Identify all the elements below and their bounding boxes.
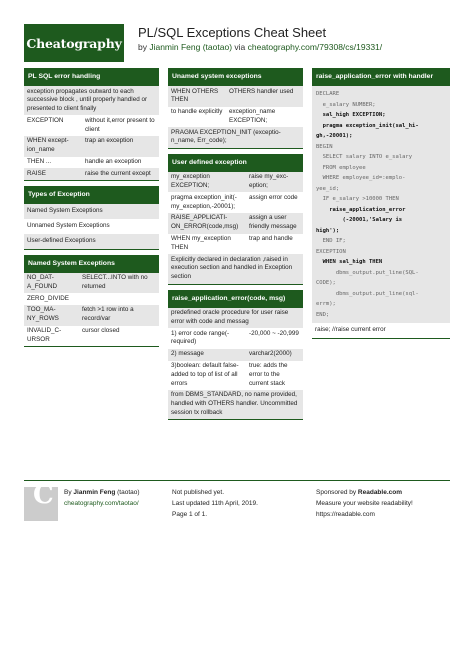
desc-cell: exception_name EXCEPTION; [226,107,303,128]
code-line: SELECT salary INTO e_salary [316,154,413,160]
term-cell: my_exception EXCEPTION; [168,172,246,193]
desc-cell: OTHERS handler used [226,86,303,107]
code-line: raise_application_error [316,206,406,213]
footer-author-name[interactable]: Jianmin Feng [73,489,116,496]
section-types-of-exception [24,186,159,249]
note-text: from DBMS_STANDARD, no name provided, handled with OTHERS handler. Uncommitted session tx rollback [168,390,303,420]
footer-author-handle: (taotao) [115,489,140,496]
code-line: high'); [316,227,340,234]
term-cell: WHEN my_exception THEN [168,234,246,255]
section-title: PL SQL error handling [24,68,159,86]
term-cell: pragma exception_init(-my_exception,-20001); [168,192,246,213]
term-cell: RAISE_APPLICATI-ON_ERROR(code,msg) [168,213,246,234]
code-line: dbms_output.put_line(sql- [316,290,419,297]
footer-by: By [64,489,74,496]
term-cell: to handle explicitly [168,107,226,128]
section-user-defined-exception [168,154,303,285]
note-text: raise; //raise current error [312,323,450,338]
desc-cell: varchar2(2000) [246,349,303,361]
term-cell: RAISE [24,168,82,180]
section-named-system-exceptions [24,255,159,348]
section-title: raise_application_error with handler [312,68,450,86]
code-line: END; [316,311,330,318]
term-cell: TOO_MA-NY_ROWS [24,305,79,326]
desc-cell: -20,000 ~ -20,999 [246,328,303,349]
note-text: Explicitly declared in declaration ,raised in execution section and handled in Exception section [168,254,303,284]
code-line: CODE); [316,280,336,286]
desc-cell: raise the current except [82,168,159,180]
column-2 [168,68,303,425]
term-cell: INVALID_C-URSOR [24,326,79,347]
section-title: Types of Exception [24,186,159,204]
footer-author-url[interactable]: cheatography.com/taotao/ [64,500,139,507]
desc-cell: trap and handle [246,234,303,255]
sponsored-prefix: Sponsored by [316,489,358,496]
code-line: errm); [316,301,336,307]
byline-via: via [232,42,248,52]
cheatography-c-icon: C [33,480,54,510]
desc-cell: assign a user friendly message [246,213,303,234]
section-title: Unamed system exceptions [168,68,303,86]
handler-note-table [312,323,450,339]
section-title: Named System Exceptions [24,255,159,273]
desc-cell: without it,error present to client [82,115,159,136]
code-line: yee_id; [316,185,340,192]
column-1 [24,68,159,352]
code-line: WHERE employee_id=:emplo- [316,175,406,181]
desc-cell: raise my_exc-eption; [246,172,303,193]
sponsor-link[interactable]: Readable.com [357,489,402,496]
sheet-url-link[interactable]: cheatography.com/79308/cs/19331/ [247,42,383,52]
footer-sponsor [316,487,450,520]
user-defined-table [168,172,303,285]
code-line: FROM employee [316,164,366,171]
code-line: WHEN sal_high THEN [316,259,383,265]
section-unnamed-system-exceptions [168,68,303,149]
unnamed-table [168,86,303,149]
avatar[interactable] [24,480,58,521]
term-cell: WHEN except-ion_name [24,136,82,157]
term-cell: THEN ... [24,157,82,169]
list-item: Unnamed System Exceptions [24,219,159,234]
byline-prefix: by [138,42,150,52]
desc-cell: handle an exception [82,157,159,169]
code-line: gh,-20001); [316,133,353,139]
desc-cell: true: adds the error to the current stack [246,361,303,390]
term-cell: EXCEPTION [24,115,82,136]
desc-cell [79,293,159,305]
section-title: User defined exception [168,154,303,172]
raise-app-table [168,308,303,421]
desc-cell: SELECT...INTO with no returned [79,273,159,294]
code-line: pragma exception_init(sal_hi- [316,122,419,129]
column-3 [312,68,450,344]
note-text: PRAGMA EXCEPTION_INIT (exceptio-n_name, Err_code); [168,127,303,148]
header [24,24,450,62]
term-cell: ZERO_DIVIDE [24,293,79,305]
cheatography-logo[interactable]: Cheatography [24,24,124,62]
code-line: (-20001,'Salary is [316,217,403,223]
code-line: END IF; [316,238,346,244]
published-status: Not published yet. [172,489,225,496]
section-pl-sql-error-handling [24,68,159,181]
named-exceptions-table [24,273,159,348]
sponsor-text: Measure your website readability! [316,500,413,507]
code-line: EXCEPTION [316,248,346,255]
desc-cell: cursor closed [79,326,159,347]
section-title: raise_application_error(code, msg) [168,290,303,308]
code-line: IF e_salary >10000 THEN [316,196,399,202]
term-cell: NO_DAT-A_FOUND [24,273,79,294]
types-table [24,204,159,249]
term-cell: WHEN OTHERS THEN [168,86,226,107]
page-title: PL/SQL Exceptions Cheat Sheet [138,25,327,40]
code-block [312,86,450,323]
code-line: dbms_output.put_line(SQL- [316,269,419,276]
desc-cell: trap an exception [82,136,159,157]
last-updated: Last updated 11th April, 2019. [172,500,258,507]
byline [138,42,382,52]
code-line: DECLARE [316,91,340,97]
intro-text: predefined oracle procedure for user raise error with code and messag [168,308,303,329]
code-line: sal_high EXCEPTION; [316,112,386,118]
error-handling-table [24,86,159,181]
section-raise-application-error [168,290,303,421]
term-cell: 3)boolean: default false-added to top of list of all errors [168,361,246,390]
code-line: e_salary NUMBER; [316,101,376,108]
list-item: Named System Exceptions [24,204,159,219]
sponsor-url[interactable]: https://readable.com [316,511,375,518]
footer-meta [172,487,312,520]
section-raise-app-error-handler [312,68,450,339]
code-line: BEGIN [316,143,333,150]
author-link[interactable]: Jianmin Feng (taotao) [149,42,233,52]
list-item: User-defined Exceptions [24,234,159,249]
intro-text: exception propagates outward to each successive block , until properly handled or presented to client finally [24,86,159,115]
term-cell: 1) error code range(-required) [168,328,246,349]
page-count: Page 1 of 1. [172,511,208,518]
term-cell: 2) message [168,349,246,361]
desc-cell: assign error code [246,192,303,213]
desc-cell: fetch >1 row into a record/var [79,305,159,326]
footer [24,480,450,528]
